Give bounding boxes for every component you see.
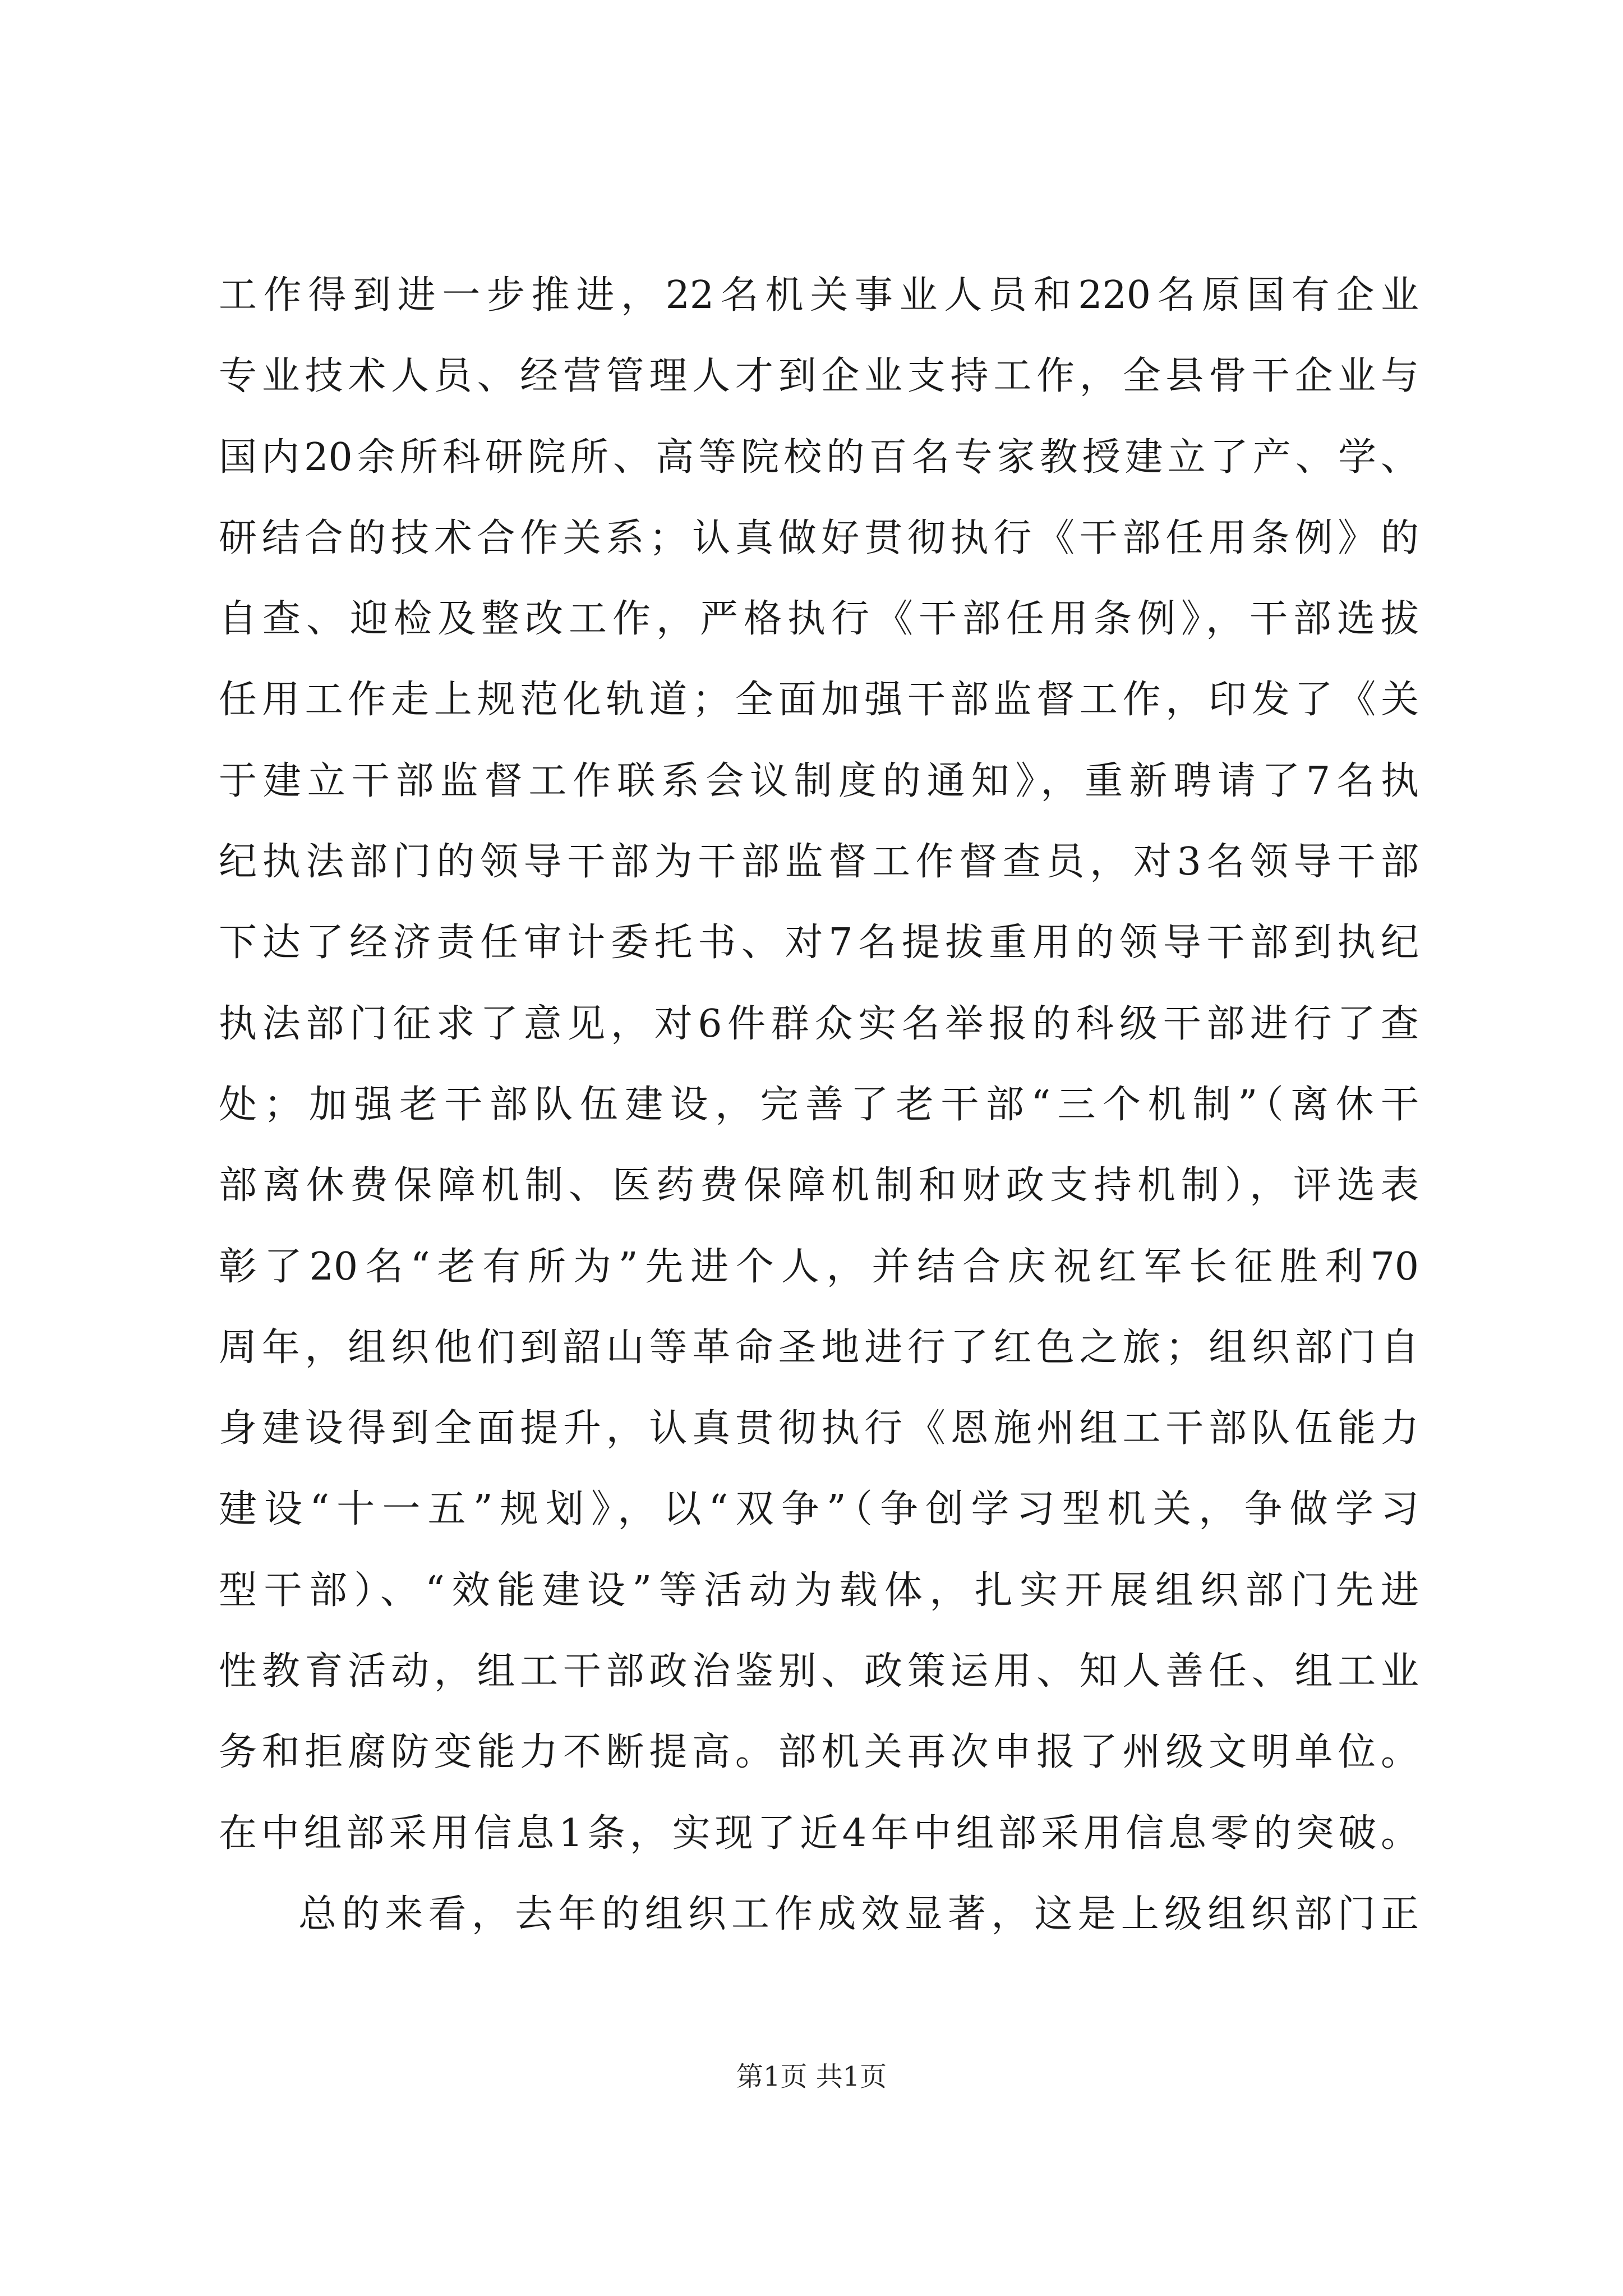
paragraph-1 bbox=[219, 255, 1419, 1874]
text-line: 任用工作走上规范化轨道；全面加强干部监督工作，印发了《关 bbox=[219, 678, 1419, 723]
text-line: 执法部门征求了意见，对6件群众实名举报的科级干部进行了查 bbox=[219, 1001, 1419, 1046]
text-line: 总的来看，去年的组织工作成效显著，这是上级组织部门正 bbox=[298, 1892, 1419, 1936]
text-line: 于建立干部监督工作联系会议制度的通知》，重新聘请了7名执 bbox=[219, 758, 1419, 803]
text-line: 研结合的技术合作关系；认真做好贯彻执行《干部任用条例》的 bbox=[219, 516, 1419, 560]
text-line: 自查、迎检及整改工作，严格执行《干部任用条例》，干部选拔 bbox=[219, 597, 1419, 642]
text-line: 专业技术人员、经营管理人才到企业支持工作，全县骨干企业与 bbox=[219, 354, 1419, 399]
text-line: 建设“十一五”规划》，以“双争”（争创学习型机关，争做学习 bbox=[219, 1487, 1419, 1532]
text-line: 务和拒腐防变能力不断提高。部机关再次申报了州级文明单位。 bbox=[219, 1730, 1419, 1775]
text-line: 型干部）、“效能建设”等活动为载体，扎实开展组织部门先进 bbox=[219, 1568, 1419, 1613]
paragraph-2 bbox=[219, 1874, 1419, 1955]
text-line: 下达了经济责任审计委托书、对7名提拔重用的领导干部到执纪 bbox=[219, 921, 1419, 965]
document-body bbox=[219, 255, 1419, 1955]
text-line: 彰了20名“老有所为”先进个人，并结合庆祝红军长征胜利70 bbox=[219, 1244, 1419, 1289]
page-number-label: 第1页 共1页 bbox=[736, 2061, 887, 2092]
page-footer bbox=[0, 2060, 1623, 2093]
text-line: 周年，组织他们到韶山等革命圣地进行了红色之旅；组织部门自 bbox=[219, 1325, 1419, 1370]
text-line: 工作得到进一步推进，22名机关事业人员和220名原国有企业 bbox=[219, 273, 1419, 318]
text-line: 性教育活动，组工干部政治鉴别、政策运用、知人善任、组工业 bbox=[219, 1649, 1419, 1694]
text-line: 在中组部采用信息1条，实现了近4年中组部采用信息零的突破。 bbox=[219, 1811, 1419, 1856]
text-line: 国内20余所科研院所、高等院校的百名专家教授建立了产、学、 bbox=[219, 435, 1419, 480]
text-line: 部离休费保障机制、医药费保障机制和财政支持机制），评选表 bbox=[219, 1163, 1419, 1208]
text-line: 纪执法部门的领导干部为干部监督工作督查员，对3名领导干部 bbox=[219, 840, 1419, 885]
text-line: 身建设得到全面提升，认真贯彻执行《恩施州组工干部队伍能力 bbox=[219, 1406, 1419, 1451]
text-line: 处；加强老干部队伍建设，完善了老干部“三个机制”（离休干 bbox=[219, 1082, 1419, 1127]
